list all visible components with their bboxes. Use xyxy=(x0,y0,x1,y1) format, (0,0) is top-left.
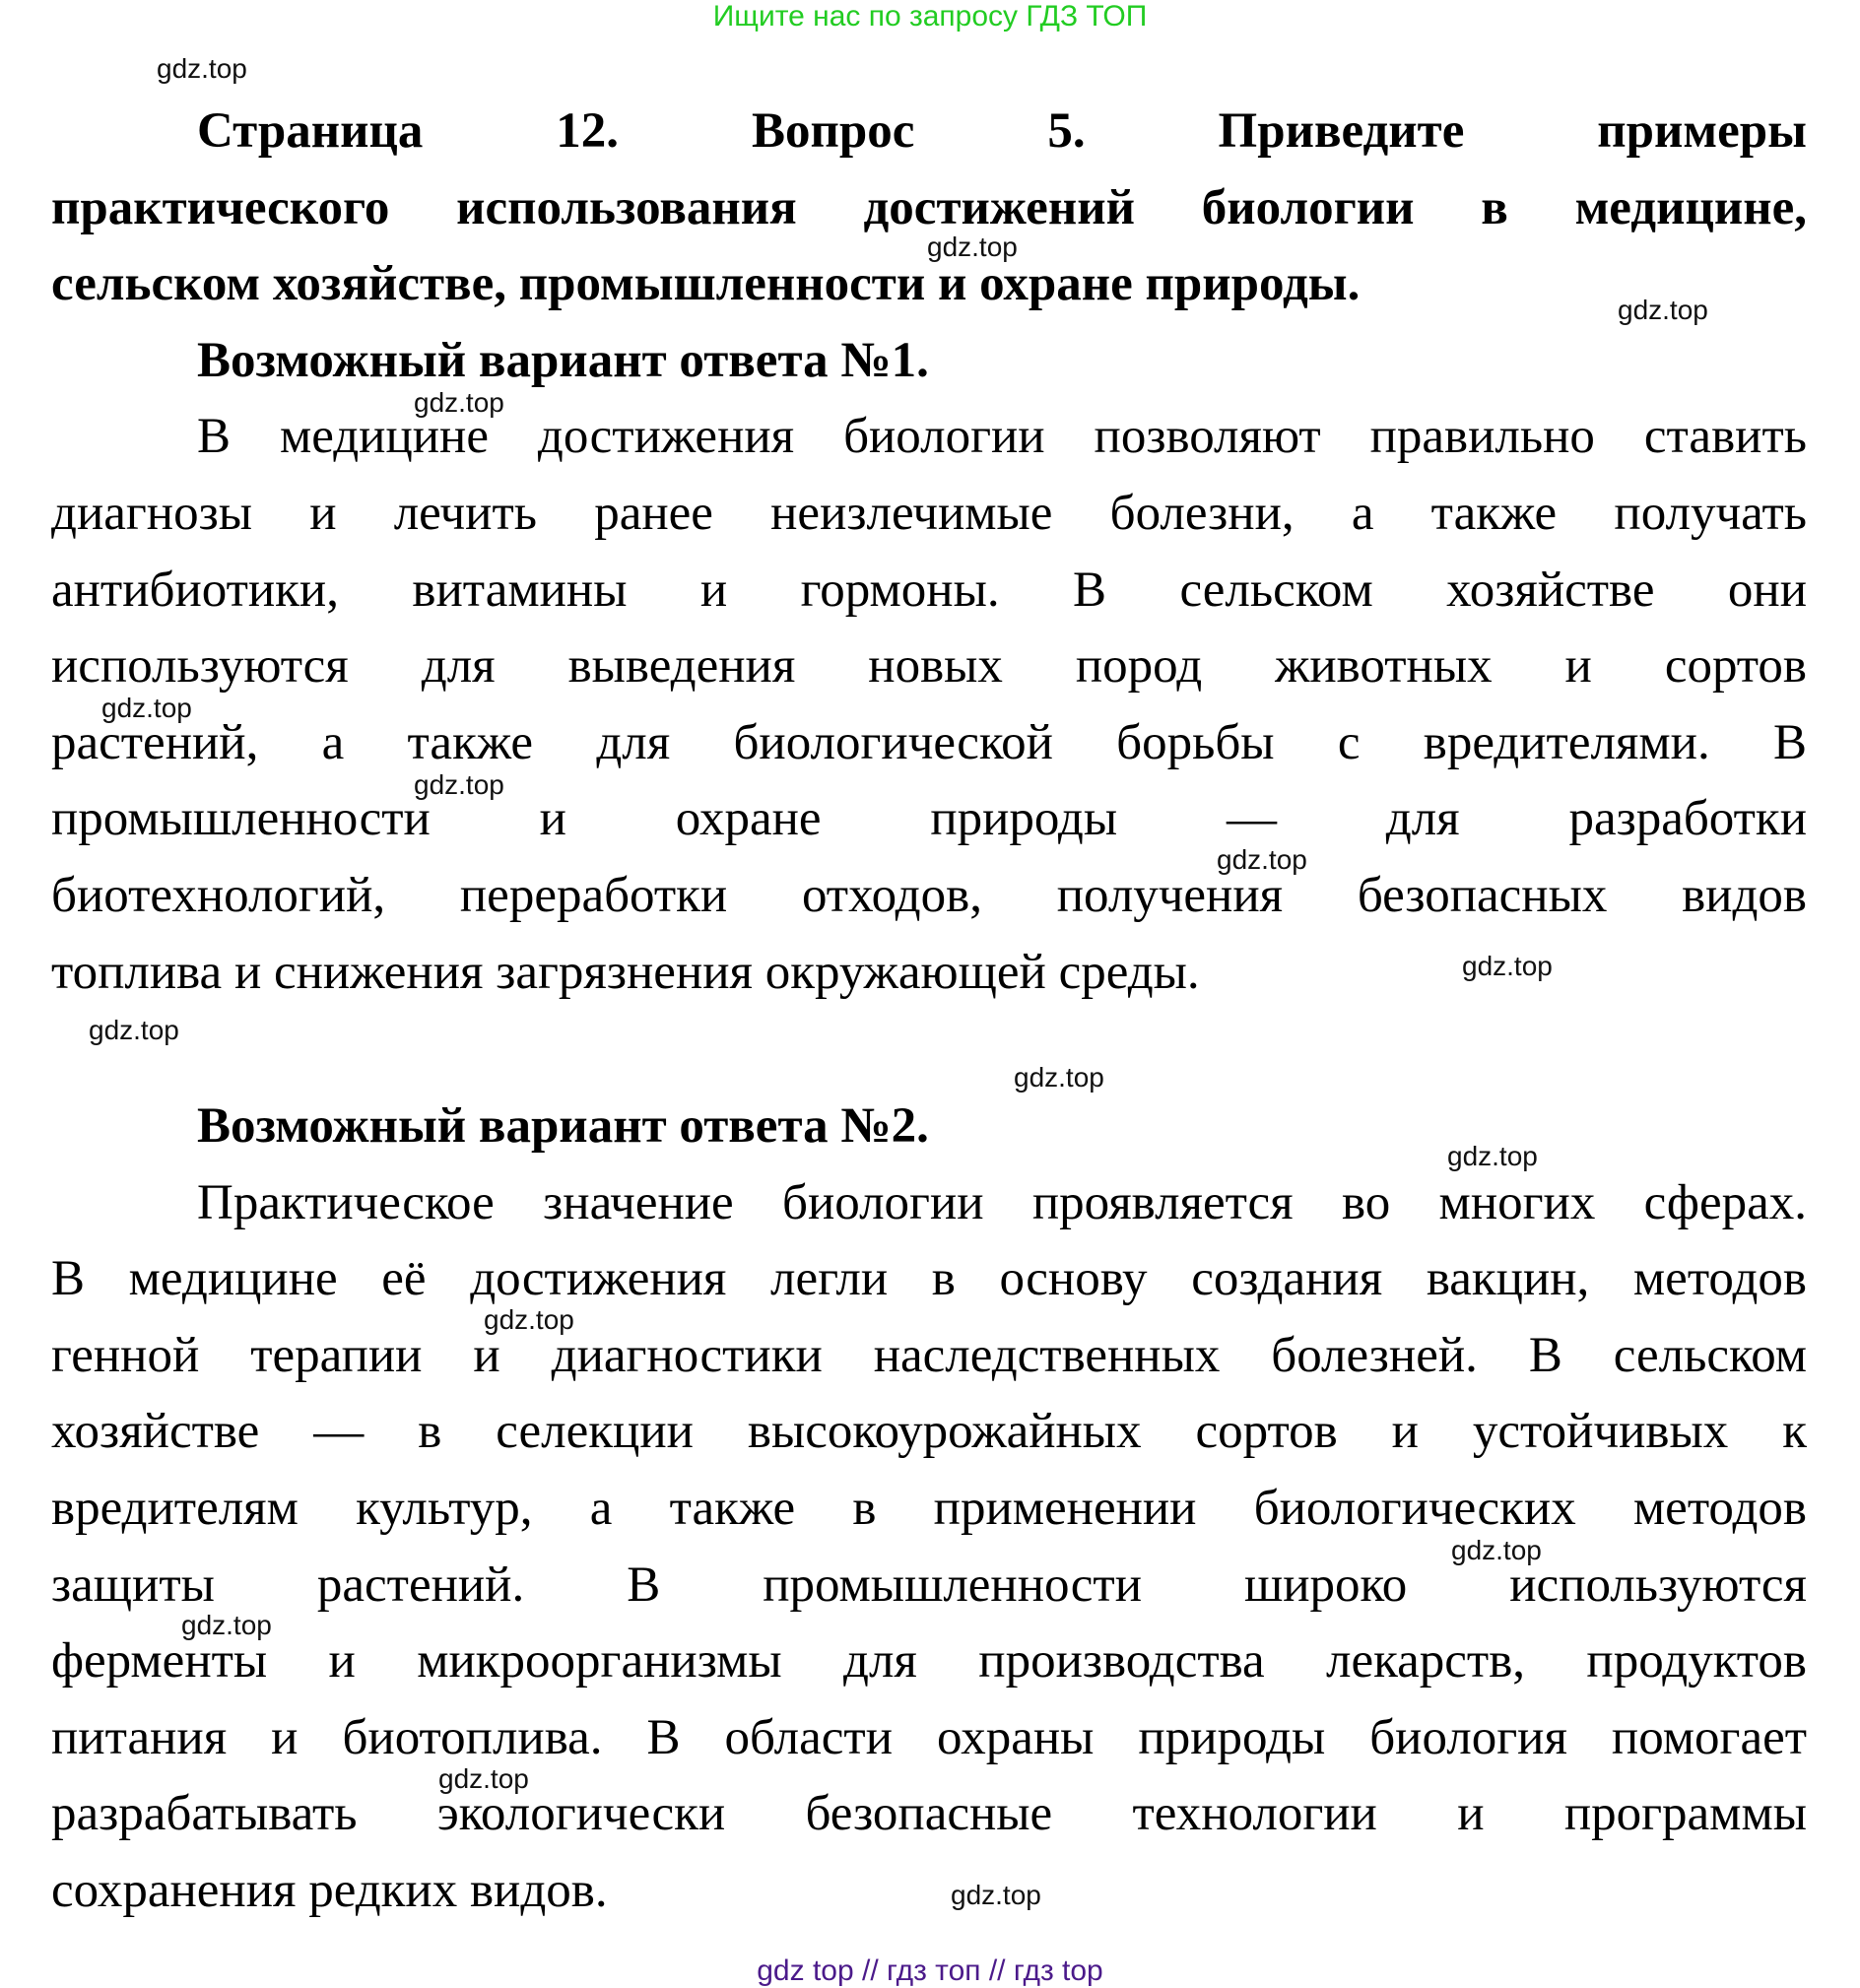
search-hint-banner: Ищите нас по запросу ГДЗ ТОП xyxy=(712,0,1148,33)
answer1-text-line: биотехнологий, переработки отходов, получения безопасных видов xyxy=(51,867,1807,923)
watermark: gdz.top xyxy=(927,232,1018,262)
answer2-text-line: сохранения редких видов. xyxy=(51,1862,608,1918)
answer1-text-line: В медицине достижения биологии позволяют правильно ставить xyxy=(197,409,1807,465)
answer1-text-line: используются для выведения новых пород животных и сортов xyxy=(51,638,1807,695)
watermark: gdz.top xyxy=(438,1763,529,1794)
watermark: gdz.top xyxy=(951,1880,1041,1910)
watermark: gdz.top xyxy=(1462,951,1553,981)
watermark: gdz.top xyxy=(1014,1062,1104,1093)
answer-1-heading: Возможный вариант ответа №1. xyxy=(197,332,929,388)
watermark: gdz.top xyxy=(1217,844,1307,875)
watermark: gdz.top xyxy=(89,1015,179,1045)
watermark: gdz.top xyxy=(1618,295,1708,325)
watermark: gdz.top xyxy=(484,1304,574,1335)
answer2-text-line: Практическое значение биологии проявляется во многих сферах. xyxy=(197,1174,1807,1230)
answer2-text-line: генной терапии и диагностики наследственных болезней. В сельском xyxy=(51,1327,1807,1383)
answer2-text-line: хозяйстве — в селекции высокоурожайных сортов и устойчивых к xyxy=(51,1404,1807,1460)
answer1-text-line: диагнозы и лечить ранее неизлечимые болезни, а также получать xyxy=(51,485,1807,541)
question-title-line: сельском хозяйстве, промышленности и охране природы. xyxy=(51,256,1361,312)
answer2-text-line: ферменты и микроорганизмы для производства лекарств, продуктов xyxy=(51,1633,1807,1690)
answer1-text-line: антибиотики, витамины и гормоны. В сельском хозяйстве они xyxy=(51,562,1807,618)
watermark: gdz.top xyxy=(181,1610,272,1640)
watermark: gdz.top xyxy=(157,53,247,84)
watermark: gdz.top xyxy=(414,769,504,800)
footer-banner: gdz top // гдз топ // гдз top xyxy=(757,1955,1103,1987)
answer2-text-line: вредителям культур, а также в применении биологических методов xyxy=(51,1480,1807,1536)
answer-2-heading: Возможный вариант ответа №2. xyxy=(197,1098,929,1154)
answer1-text-line: промышленности и охране природы — для разработки xyxy=(51,791,1807,847)
answer-2 xyxy=(51,1089,1807,1930)
watermark: gdz.top xyxy=(1447,1141,1538,1171)
answer2-text-line: разрабатывать экологически безопасные технологии и программы xyxy=(51,1786,1807,1842)
watermark: gdz.top xyxy=(101,693,192,723)
answer2-text-line: В медицине её достижения легли в основу создания вакцин, методов xyxy=(51,1251,1807,1307)
watermark: gdz.top xyxy=(414,387,504,418)
question-title-line: практического использования достижений биологии в медицине, xyxy=(51,179,1807,235)
answer2-text-line: защиты растений. В промышленности широко используются xyxy=(51,1557,1807,1613)
answer1-text-line: топлива и снижения загрязнения окружающей среды. xyxy=(51,944,1200,1000)
answer2-text-line: питания и биотоплива. В области охраны природы биология помогает xyxy=(51,1709,1807,1765)
answer1-text-line: растений, а также для биологической борьбы с вредителями. В xyxy=(51,714,1807,770)
question-title-line: Страница 12. Вопрос 5. Приведите примеры xyxy=(197,103,1807,159)
watermark: gdz.top xyxy=(1451,1535,1542,1565)
